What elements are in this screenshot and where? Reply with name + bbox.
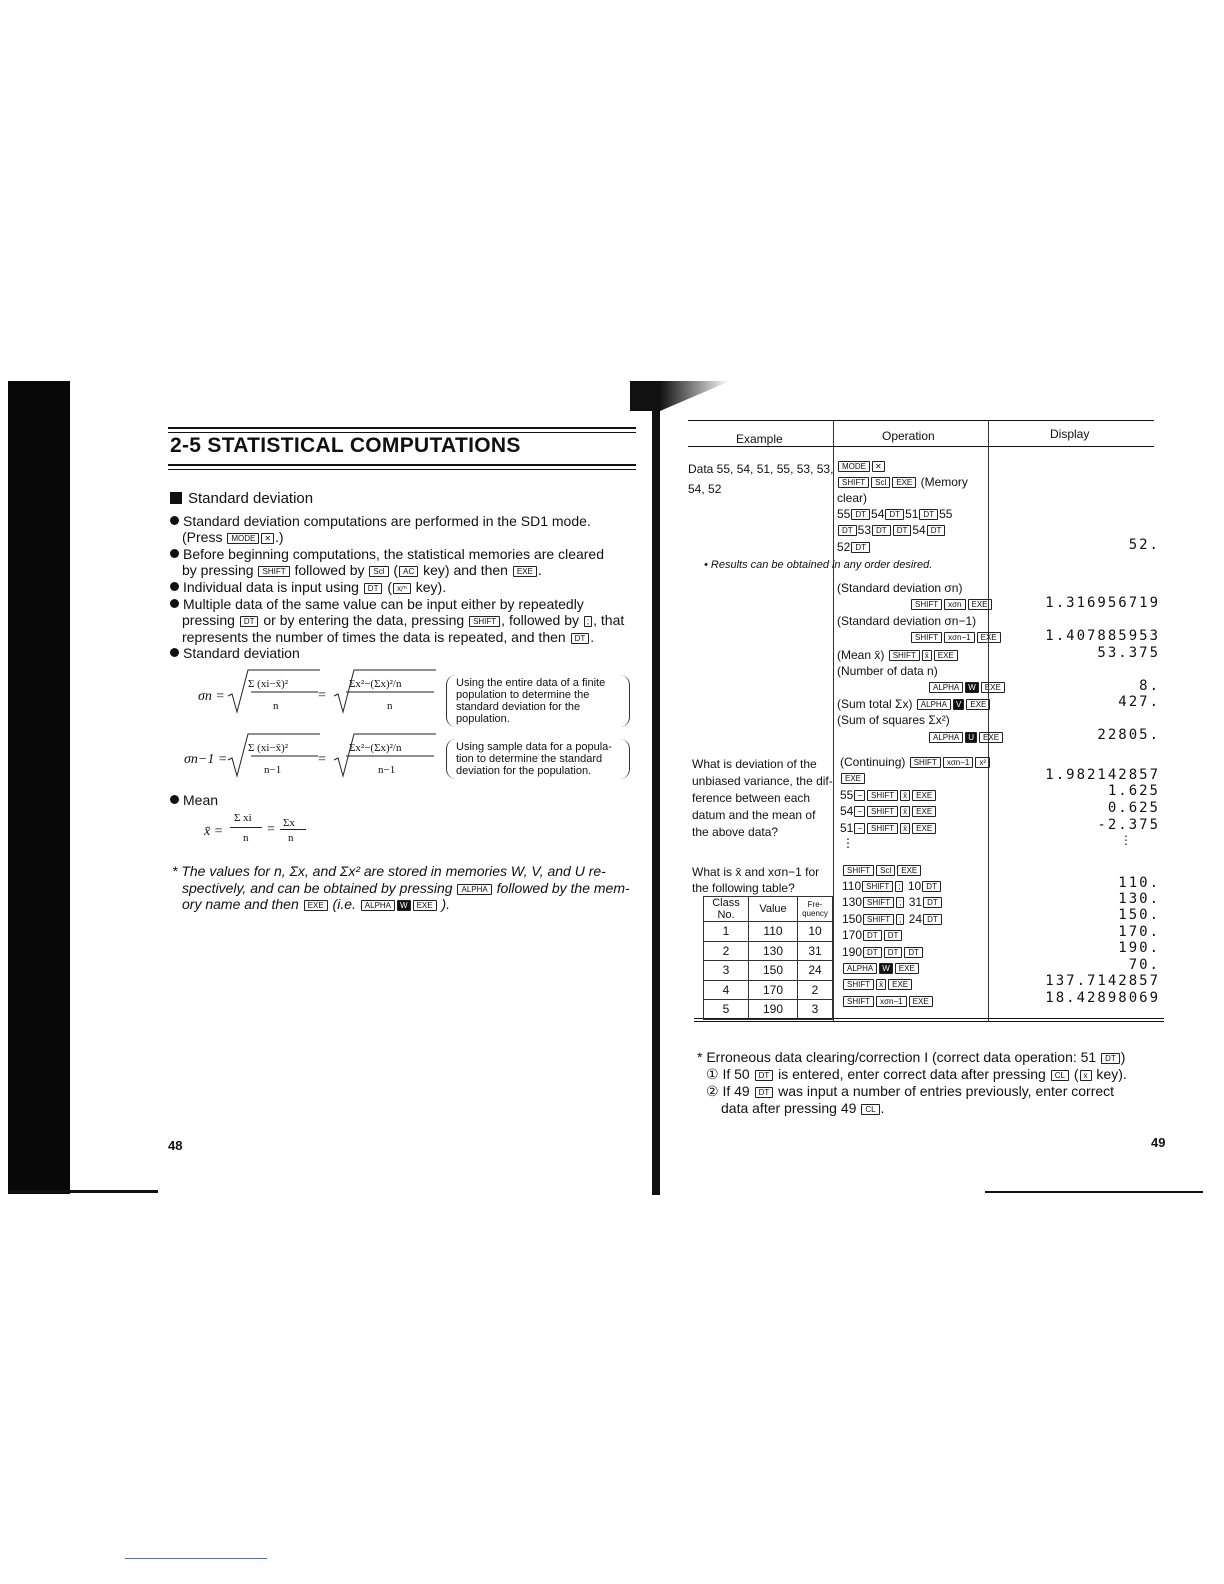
key-exe: EXE bbox=[912, 790, 936, 801]
note-1-line-2: population to determine the bbox=[456, 689, 590, 701]
bullet-5: Standard deviation bbox=[170, 645, 300, 662]
col-header-example: Example bbox=[736, 432, 783, 446]
center-binding-shadow bbox=[630, 381, 730, 411]
key-mode: MODE bbox=[838, 461, 870, 472]
key-shift: SHIFT bbox=[838, 477, 869, 488]
cell: 4 bbox=[704, 980, 749, 1000]
col-header-operation: Operation bbox=[882, 429, 935, 443]
mean-fraction-bar-1 bbox=[230, 827, 262, 828]
note-2-line-3: deviation for the population. bbox=[456, 765, 592, 777]
op-dev-2: 54 − SHIFT x̄ EXE bbox=[840, 803, 937, 820]
key-cl: CL bbox=[1051, 1070, 1069, 1081]
key-exe: EXE bbox=[897, 865, 921, 876]
key-minus: − bbox=[854, 806, 865, 817]
display-count: 8. bbox=[1139, 678, 1160, 694]
cell: 3 bbox=[798, 1000, 833, 1020]
op-sd-n1-keys bbox=[910, 629, 1002, 646]
key-x: ✕ bbox=[261, 533, 274, 544]
sigma-n-denominator-1: n bbox=[273, 700, 279, 712]
key-dt: DT bbox=[872, 525, 891, 536]
cell: 150 bbox=[749, 961, 798, 981]
table-row bbox=[704, 980, 833, 1000]
key-alpha: ALPHA bbox=[843, 963, 877, 974]
op-mode-clear bbox=[837, 458, 886, 475]
cell: 1 bbox=[704, 922, 749, 942]
bullet-1-line-1: Standard deviation computations are performed in the SD1 mode. bbox=[170, 513, 591, 530]
display-dev-3: -2.375 bbox=[1097, 817, 1160, 833]
left-book-spine bbox=[8, 381, 70, 1194]
key-exe: EXE bbox=[895, 963, 919, 974]
mean-equals: = bbox=[267, 822, 275, 837]
bullet-2-line-2: by pressing SHIFT followed by Scl ( AC key) and then EXE . bbox=[182, 562, 542, 578]
heading-top-rule bbox=[168, 427, 636, 429]
page-number-right: 49 bbox=[1151, 1135, 1166, 1150]
key-dt: DT bbox=[923, 897, 942, 908]
key-alpha: ALPHA bbox=[929, 682, 963, 693]
key-dt: DT bbox=[240, 616, 259, 627]
mean-denominator-2: n bbox=[288, 832, 294, 844]
sigma-n1-label: σn−1 = bbox=[184, 752, 228, 767]
key-scl: Scl bbox=[876, 865, 895, 876]
key-exe: EXE bbox=[413, 900, 437, 911]
table-row bbox=[704, 961, 833, 981]
bullet-icon bbox=[170, 795, 179, 804]
th-class: Class No. bbox=[704, 897, 749, 922]
op-dev-3: 51 − SHIFT x̄ EXE bbox=[840, 820, 937, 837]
op-mean: (Mean x̄) SHIFT x̄ EXE bbox=[837, 647, 959, 664]
cell: 170 bbox=[749, 980, 798, 1000]
example-3-line-1: What is x̄ and xσn−1 for bbox=[692, 865, 820, 879]
left-page-bottom-edge bbox=[8, 1190, 158, 1193]
key-alpha: ALPHA bbox=[361, 900, 395, 911]
display-sd-n1: 1.407885953 bbox=[1045, 628, 1160, 644]
key-exe: EXE bbox=[888, 979, 912, 990]
mean-fraction-bar-2 bbox=[280, 829, 306, 830]
key-shift: SHIFT bbox=[843, 979, 874, 990]
key-dt: DT bbox=[923, 914, 942, 925]
note-any-order: • Results can be obtained in any order desired. bbox=[704, 559, 933, 571]
key-dt: DT bbox=[904, 947, 923, 958]
bullet-icon bbox=[170, 648, 179, 657]
display-t-2: 130. bbox=[1118, 891, 1160, 907]
key-exe: EXE bbox=[979, 732, 1003, 743]
display-52: 52. bbox=[1128, 537, 1160, 553]
th-frequency: Fre-quency bbox=[798, 897, 833, 922]
display-t-5: 190. bbox=[1118, 940, 1160, 956]
display-sum: 427. bbox=[1118, 694, 1160, 710]
error-note-line-1: * Erroneous data clearing/correction I (correct data operation: 51 DT ) bbox=[697, 1049, 1126, 1065]
display-t-mean: 137.7142857 bbox=[1045, 973, 1160, 989]
key-minus: − bbox=[854, 790, 865, 801]
error-note-line-3: ② If 49 DT was input a number of entries previously, enter correct bbox=[706, 1083, 1115, 1099]
example-1-line-2: 54, 52 bbox=[688, 482, 722, 496]
op-t-clear bbox=[842, 862, 922, 879]
key-dt: DT bbox=[884, 947, 903, 958]
key-v: V bbox=[953, 699, 964, 710]
key-xbar: x̄ bbox=[900, 790, 910, 801]
display-t-3: 150. bbox=[1118, 907, 1160, 923]
bullet-3: Individual data is input using DT ( xᵢᵐ key). bbox=[170, 579, 446, 596]
sigma-n-numerator-2: Σx²−(Σx)²/n bbox=[349, 678, 402, 690]
display-sd-n: 1.316956719 bbox=[1045, 595, 1160, 611]
table-row bbox=[704, 941, 833, 961]
cell: 110 bbox=[749, 922, 798, 942]
table-divider-example-operation bbox=[833, 421, 834, 1021]
op-t-1: 110 SHIFT ; 10 DT bbox=[842, 878, 942, 895]
op-ellipsis: ⋮ bbox=[842, 836, 854, 850]
key-dt: DT bbox=[1101, 1053, 1120, 1064]
key-alpha: ALPHA bbox=[457, 884, 491, 895]
footnote-line-1: * The values for n, Σx, and Σx² are stored in memories W, V, and U re- bbox=[172, 863, 606, 879]
display-t-count: 70. bbox=[1128, 957, 1160, 973]
example-1-line-1: Data 55, 54, 51, 55, 53, 53, bbox=[688, 462, 834, 476]
key-exe: EXE bbox=[909, 996, 933, 1007]
sigma-n1-numerator-2: Σx²−(Σx)²/n bbox=[349, 742, 402, 754]
key-w: W bbox=[397, 900, 411, 911]
key-semicolon: ; bbox=[895, 881, 903, 892]
op-sd-n-keys bbox=[910, 596, 993, 613]
key-mode: MODE bbox=[227, 533, 259, 544]
mean-lhs: x̄ = bbox=[204, 824, 224, 839]
key-exe: EXE bbox=[304, 900, 328, 911]
page-number-left: 48 bbox=[168, 1138, 183, 1153]
key-semicolon: ; bbox=[896, 897, 904, 908]
bullet-mean: Mean bbox=[170, 792, 218, 809]
key-m-plus: xᵢᵐ bbox=[393, 583, 411, 594]
display-dev-2: 0.625 bbox=[1107, 800, 1160, 816]
key-shift: SHIFT bbox=[862, 881, 893, 892]
cell: 10 bbox=[798, 922, 833, 942]
op-count-keys bbox=[928, 679, 1006, 696]
op-dev-1: 55 − SHIFT x̄ EXE bbox=[840, 787, 937, 804]
key-xsn: xσn bbox=[944, 599, 965, 610]
op-exe bbox=[840, 770, 866, 787]
cell: 31 bbox=[798, 941, 833, 961]
example-2-line-2: unbiased variance, the dif- bbox=[692, 774, 833, 788]
heading-top-rule-thin bbox=[168, 432, 636, 433]
table-row bbox=[704, 1000, 833, 1020]
op-t-sd bbox=[842, 993, 934, 1010]
sigma-n-label: σn = bbox=[198, 689, 225, 704]
bullet-icon bbox=[170, 582, 179, 591]
key-dt: DT bbox=[884, 930, 903, 941]
key-dt: DT bbox=[838, 525, 857, 536]
cell: 3 bbox=[704, 961, 749, 981]
sigma-n1-denominator-2: n−1 bbox=[378, 764, 396, 776]
example-2-line-4: datum and the mean of bbox=[692, 808, 816, 822]
bullet-2-line-1: Before beginning computations, the statistical memories are cleared bbox=[170, 546, 604, 563]
frequency-table bbox=[703, 896, 833, 1020]
op-sd-n1-label: (Standard deviation σn−1) bbox=[837, 614, 977, 628]
note-1-line-3: standard deviation for the bbox=[456, 701, 581, 713]
key-shift: SHIFT bbox=[867, 806, 898, 817]
op-data-seq-2: DT 53 DT DT 54 DT bbox=[837, 522, 946, 539]
key-shift: SHIFT bbox=[867, 790, 898, 801]
footnote-line-2: spectively, and can be obtained by pressing ALPHA followed by the mem- bbox=[182, 880, 630, 896]
op-data-seq-3: 52 DT bbox=[837, 539, 871, 556]
mean-denominator-1: n bbox=[243, 832, 249, 844]
key-x-cl: x bbox=[1080, 1070, 1092, 1081]
key-shift: SHIFT bbox=[889, 650, 920, 661]
bullet-icon bbox=[170, 599, 179, 608]
key-dt: DT bbox=[893, 525, 912, 536]
bullet-1-line-2: (Press MODE ✕ .) bbox=[182, 529, 284, 545]
op-count-label: (Number of data n) bbox=[837, 664, 938, 678]
key-x: ✕ bbox=[872, 461, 885, 472]
key-xsn1: xσn−1 bbox=[876, 996, 907, 1007]
key-exe: EXE bbox=[966, 699, 990, 710]
sigma-n-numerator-1: Σ (xi−x̄)² bbox=[248, 678, 289, 690]
key-cl: CL bbox=[861, 1104, 879, 1115]
note-1-line-4: population. bbox=[456, 713, 510, 725]
footnote-line-3: ory name and then EXE (i.e. ALPHA W EXE ). bbox=[182, 896, 451, 912]
key-dt: DT bbox=[851, 542, 870, 553]
cell: 24 bbox=[798, 961, 833, 981]
key-dt: DT bbox=[851, 509, 870, 520]
op-t-4: 170 DT DT bbox=[842, 927, 903, 944]
mean-numerator-1: Σ xi bbox=[234, 812, 252, 824]
key-xbar: x̄ bbox=[900, 823, 910, 834]
table-row bbox=[704, 922, 833, 942]
cell: 2 bbox=[798, 980, 833, 1000]
op-memory-clear: SHIFT Scl EXE (Memory bbox=[837, 474, 968, 491]
key-alpha: ALPHA bbox=[917, 699, 951, 710]
note-2-line-2: tion to determine the standard bbox=[456, 753, 603, 765]
key-shift: SHIFT bbox=[863, 914, 894, 925]
key-dt: DT bbox=[927, 525, 946, 536]
key-dt: DT bbox=[364, 583, 383, 594]
sigma-n-radicals bbox=[226, 666, 446, 716]
key-shift: SHIFT bbox=[911, 599, 942, 610]
key-shift: SHIFT bbox=[863, 897, 894, 908]
key-semicolon: ; bbox=[896, 914, 904, 925]
key-ac: AC bbox=[399, 566, 418, 577]
op-sumsq-label: (Sum of squares Σx²) bbox=[837, 713, 950, 727]
key-shift: SHIFT bbox=[258, 566, 289, 577]
key-shift: SHIFT bbox=[843, 996, 874, 1007]
key-dt: DT bbox=[571, 633, 590, 644]
section-title: Standard deviation bbox=[170, 491, 313, 508]
bullet-4-line-3: represents the number of times the data is repeated, and then DT . bbox=[182, 629, 595, 645]
key-shift: SHIFT bbox=[469, 616, 500, 627]
key-xsn1: xσn−1 bbox=[943, 757, 974, 768]
display-t-sd: 18.42898069 bbox=[1045, 990, 1160, 1006]
example-2-line-5: the above data? bbox=[692, 825, 779, 839]
key-exe: EXE bbox=[977, 632, 1001, 643]
op-t-5: 190 DT DT DT bbox=[842, 944, 924, 961]
cell: 5 bbox=[704, 1000, 749, 1020]
sigma-n-denominator-2: n bbox=[387, 700, 393, 712]
key-exe: EXE bbox=[981, 682, 1005, 693]
display-sumsq: 22805. bbox=[1097, 727, 1160, 743]
heading-bottom-rule bbox=[168, 464, 636, 466]
key-xbar: x̄ bbox=[900, 806, 910, 817]
display-ellipsis: ⋮ bbox=[1120, 833, 1132, 847]
key-dt: DT bbox=[863, 930, 882, 941]
key-scl: Scl bbox=[369, 566, 388, 577]
op-t-mean bbox=[842, 976, 913, 993]
key-exe: EXE bbox=[912, 823, 936, 834]
op-t-3: 150 SHIFT ; 24 DT bbox=[842, 911, 943, 928]
key-xbar: x̄ bbox=[876, 979, 886, 990]
table-header-row bbox=[704, 897, 833, 922]
heading-bottom-rule-thin bbox=[168, 469, 636, 470]
col-header-display: Display bbox=[1050, 427, 1090, 441]
key-x2: x² bbox=[975, 757, 990, 768]
example-2-line-1: What is deviation of the bbox=[692, 757, 817, 771]
op-sum: (Sum total Σx) ALPHA V EXE bbox=[837, 696, 991, 713]
page-heading: 2-5 STATISTICAL COMPUTATIONS bbox=[170, 434, 521, 457]
table-top-rule bbox=[688, 420, 1154, 421]
blue-underline bbox=[125, 1558, 267, 1559]
key-w: W bbox=[879, 963, 893, 974]
op-sd-n-label: (Standard deviation σn) bbox=[837, 581, 963, 595]
op-data-seq-1: 55 DT 54 DT 51 DT 55 bbox=[837, 507, 953, 521]
right-page-bottom-edge bbox=[985, 1191, 1203, 1193]
display-variance: 1.982142857 bbox=[1045, 767, 1160, 783]
key-dt: DT bbox=[922, 881, 941, 892]
bullet-icon bbox=[170, 516, 179, 525]
key-exe: EXE bbox=[912, 806, 936, 817]
key-exe: EXE bbox=[968, 599, 992, 610]
display-mean: 53.375 bbox=[1097, 645, 1160, 661]
op-sumsq-keys bbox=[928, 729, 1004, 746]
op-t-2: 130 SHIFT ; 31 DT bbox=[842, 894, 943, 911]
key-scl: Scl bbox=[871, 477, 890, 488]
key-shift: SHIFT bbox=[843, 865, 874, 876]
table-bottom-rule-thin bbox=[694, 1021, 1164, 1022]
key-dt: DT bbox=[863, 947, 882, 958]
key-u: U bbox=[965, 732, 977, 743]
cell: 190 bbox=[749, 1000, 798, 1020]
bullet-4-line-1: Multiple data of the same value can be input either by repeatedly bbox=[170, 596, 584, 613]
key-exe: EXE bbox=[513, 566, 537, 577]
center-gutter bbox=[652, 395, 660, 1195]
square-bullet-icon bbox=[170, 492, 182, 504]
sigma-n-equals: = bbox=[318, 688, 326, 703]
op-continuing: (Continuing) SHIFT xσn−1 x² bbox=[840, 754, 991, 771]
key-xsn1: xσn−1 bbox=[944, 632, 975, 643]
op-clear-label: clear) bbox=[837, 491, 868, 505]
op-t-count bbox=[842, 960, 920, 977]
key-shift: SHIFT bbox=[911, 632, 942, 643]
error-note-line-4: data after pressing 49 CL . bbox=[721, 1100, 885, 1116]
key-shift: SHIFT bbox=[910, 757, 941, 768]
key-semicolon: ; bbox=[584, 616, 592, 627]
sigma-n1-denominator-1: n−1 bbox=[264, 764, 282, 776]
key-dt: DT bbox=[885, 509, 904, 520]
error-note-line-2: ① If 50 DT is entered, enter correct data after pressing CL ( x key). bbox=[706, 1066, 1127, 1082]
cell: 130 bbox=[749, 941, 798, 961]
bullet-icon bbox=[170, 549, 179, 558]
sigma-n1-numerator-1: Σ (xi−x̄)² bbox=[248, 742, 289, 754]
bullet-4-line-2: pressing DT or by entering the data, pressing SHIFT , followed by ; , that bbox=[182, 612, 625, 628]
key-dt: DT bbox=[919, 509, 938, 520]
mean-numerator-2: Σx bbox=[283, 817, 295, 829]
table-divider-operation-display bbox=[988, 421, 989, 1021]
key-dt: DT bbox=[755, 1087, 774, 1098]
cell: 2 bbox=[704, 941, 749, 961]
th-value: Value bbox=[749, 897, 798, 922]
key-shift: SHIFT bbox=[867, 823, 898, 834]
note-2-line-1: Using sample data for a popula- bbox=[456, 741, 612, 753]
sigma-n1-equals: = bbox=[318, 752, 326, 767]
display-t-1: 110. bbox=[1118, 875, 1160, 891]
sigma-n1-radicals bbox=[226, 730, 446, 780]
display-dev-1: 1.625 bbox=[1107, 783, 1160, 799]
example-3-line-2: the following table? bbox=[692, 881, 795, 895]
note-1-line-1: Using the entire data of a finite bbox=[456, 677, 606, 689]
key-w: W bbox=[965, 682, 979, 693]
key-exe: EXE bbox=[841, 773, 865, 784]
example-2-line-3: ference between each bbox=[692, 791, 811, 805]
key-exe: EXE bbox=[892, 477, 916, 488]
key-dt: DT bbox=[755, 1070, 774, 1081]
display-t-4: 170. bbox=[1118, 924, 1160, 940]
key-exe: EXE bbox=[934, 650, 958, 661]
key-alpha: ALPHA bbox=[929, 732, 963, 743]
key-xbar: x̄ bbox=[922, 650, 932, 661]
key-minus: − bbox=[854, 823, 865, 834]
